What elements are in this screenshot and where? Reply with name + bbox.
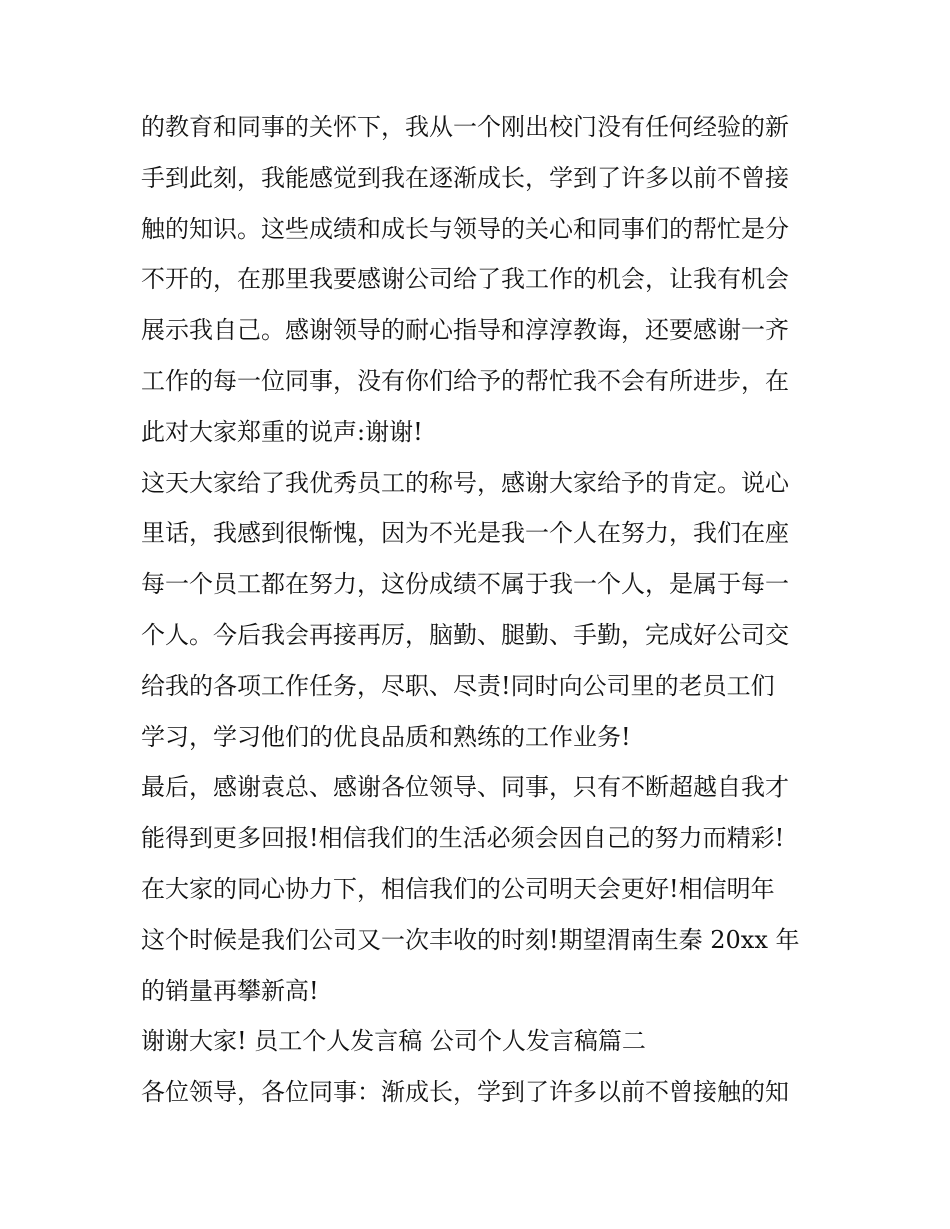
text-line: 的教育和同事的关怀下，我从一个刚出校门没有任何经验的新 bbox=[141, 113, 789, 141]
text-line: 能得到更多回报!相信我们的生活必须会因自己的努力而精彩! bbox=[141, 824, 785, 853]
text-line: 给我的各项工作任务，尽职、尽责!同时向公司里的老员工们 bbox=[141, 671, 775, 700]
text-line: 里话，我感到很惭愧，因为不光是我一个人在努力，我们在座 bbox=[141, 519, 789, 548]
text-line: 触的知识。这些成绩和成长与领导的关心和同事们的帮忙是分 bbox=[141, 214, 789, 243]
text-line: 这天大家给了我优秀员工的称号，感谢大家给予的肯定。说心 bbox=[141, 468, 789, 497]
text-line: 不开的，在那里我要感谢公司给了我工作的机会，让我有机会 bbox=[141, 265, 789, 294]
section-heading-line: 谢谢大家! 员工个人发言稿 公司个人发言稿篇二 bbox=[141, 1027, 646, 1056]
text-line: 的销量再攀新高! bbox=[141, 976, 319, 1005]
text-line: 个人。今后我会再接再厉，脑勤、腿勤、手勤，完成好公司交 bbox=[141, 620, 789, 649]
text-line: 各位领导，各位同事：渐成长，学到了许多以前不曾接触的知 bbox=[141, 1078, 789, 1107]
text-line: 在大家的同心协力下，相信我们的公司明天会更好!相信明年 bbox=[141, 874, 775, 903]
text-line: 最后，感谢袁总、感谢各位领导、同事，只有不断超越自我才 bbox=[141, 773, 789, 802]
text-line: 展示我自己。感谢领导的耐心指导和淳淳教诲，还要感谢一齐 bbox=[141, 316, 789, 345]
text-line: 此对大家郑重的说声:谢谢! bbox=[141, 417, 423, 446]
text-line: 工作的每一位同事，没有你们给予的帮忙我不会有所进步，在 bbox=[141, 366, 789, 395]
text-line: 每一个员工都在努力，这份成绩不属于我一个人，是属于每一 bbox=[141, 570, 789, 599]
text-line: 手到此刻，我能感觉到我在逐渐成长，学到了许多以前不曾接 bbox=[141, 163, 789, 192]
text-line: 这个时候是我们公司又一次丰收的时刻!期望渭南生秦 20xx 年 bbox=[141, 925, 800, 954]
text-line: 学习，学习他们的优良品质和熟练的工作业务! bbox=[141, 722, 631, 751]
document-body bbox=[141, 102, 813, 1118]
